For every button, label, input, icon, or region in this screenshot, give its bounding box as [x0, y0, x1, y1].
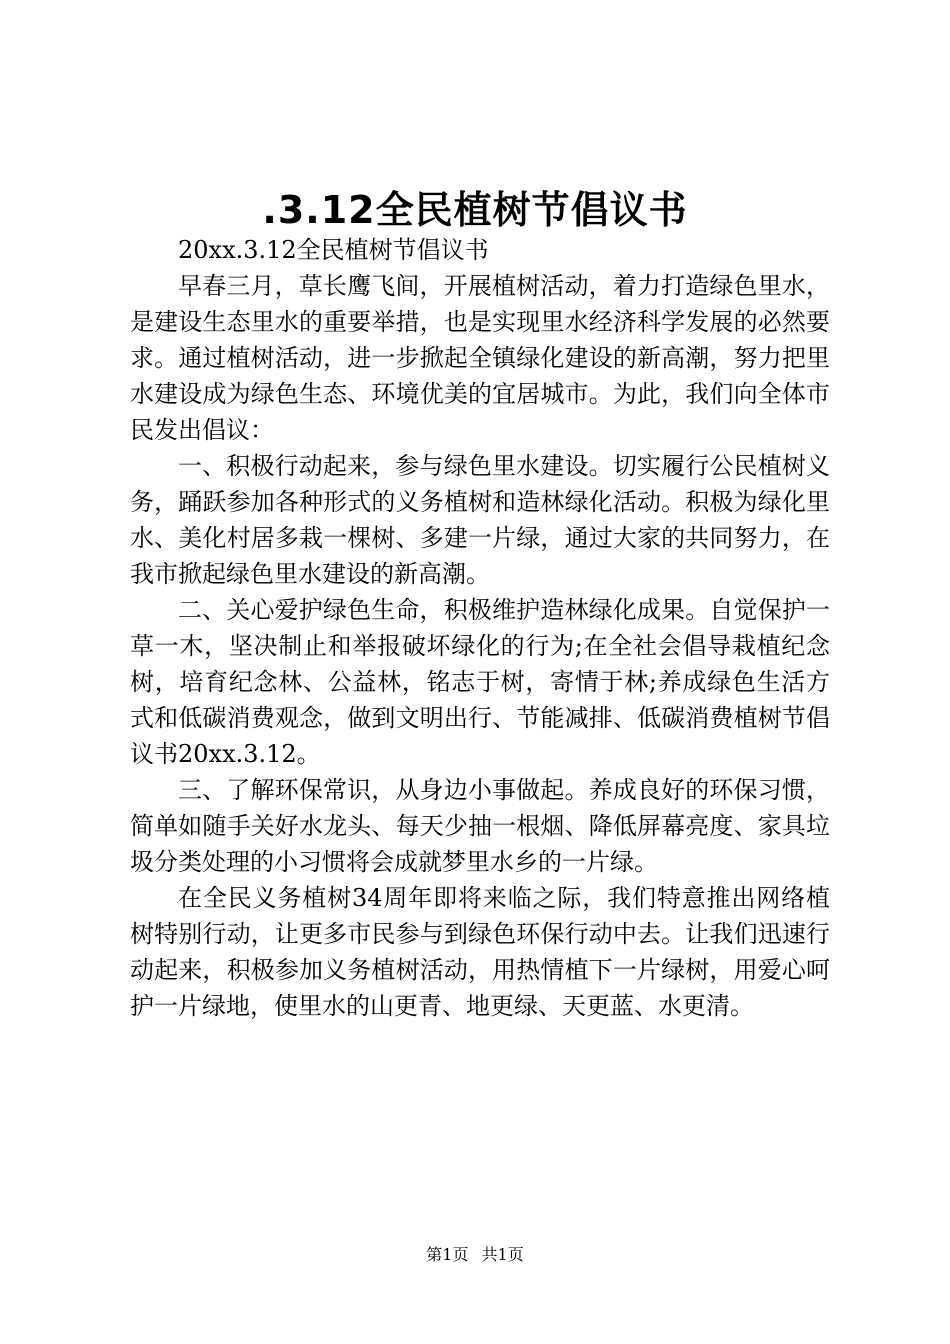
proposal-three-paragraph: 三、了解环保常识，从身边小事做起。养成良好的环保习惯，简单如随手关好水龙头、每天少抽一根烟、降低屏幕亮度、家具垃圾分类处理的小习惯将会成就梦里水乡的一片绿。: [130, 776, 830, 876]
page-total: 共1页: [481, 1245, 524, 1264]
proposal-two-paragraph: 二、关心爱护绿色生命，积极维护造林绿化成果。自觉保护一草一木，坚决制止和举报破坏绿化的行为;在全社会倡导栽植纪念树，培育纪念林、公益林，铭志于树，寄情于林;养成绿色生活方式和低碳消费观念，做到文明出行、节能减排、低碳消费植树节倡议书20xx.3.12。: [130, 596, 830, 768]
intro-paragraph: 早春三月，草长鹰飞间，开展植树活动，着力打造绿色里水，是建设生态里水的重要举措，也是实现里水经济科学发展的必然要求。通过植树活动，进一步掀起全镇绿化建设的新高潮，努力把里水建设成为绿色生态、环境优美的宜居城市。为此，我们向全体市民发出倡议：: [130, 272, 830, 444]
proposal-one-paragraph: 一、积极行动起来，参与绿色里水建设。切实履行公民植树义务，踊跃参加各种形式的义务植树和造林绿化活动。积极为绿化里水、美化村居多栽一棵树、多建一片绿，通过大家的共同努力，在我市掀起绿色里水建设的新高潮。: [130, 452, 830, 588]
closing-paragraph: 在全民义务植树34周年即将来临之际，我们特意推出网络植树特别行动，让更多市民参与到绿色环保行动中去。让我们迅速行动起来，积极参加义务植树活动，用热情植下一片绿树，用爱心呵护一片绿地，使里水的山更青、地更绿、天更蓝、水更清。: [130, 884, 830, 1020]
document-body: [130, 232, 830, 1024]
subtitle-paragraph: 20xx.3.12全民植树节倡议书: [178, 236, 489, 264]
document-title: .3.12全民植树节倡议书: [262, 188, 688, 232]
page-number: 第1页: [426, 1245, 469, 1264]
page-footer: [0, 1243, 950, 1267]
